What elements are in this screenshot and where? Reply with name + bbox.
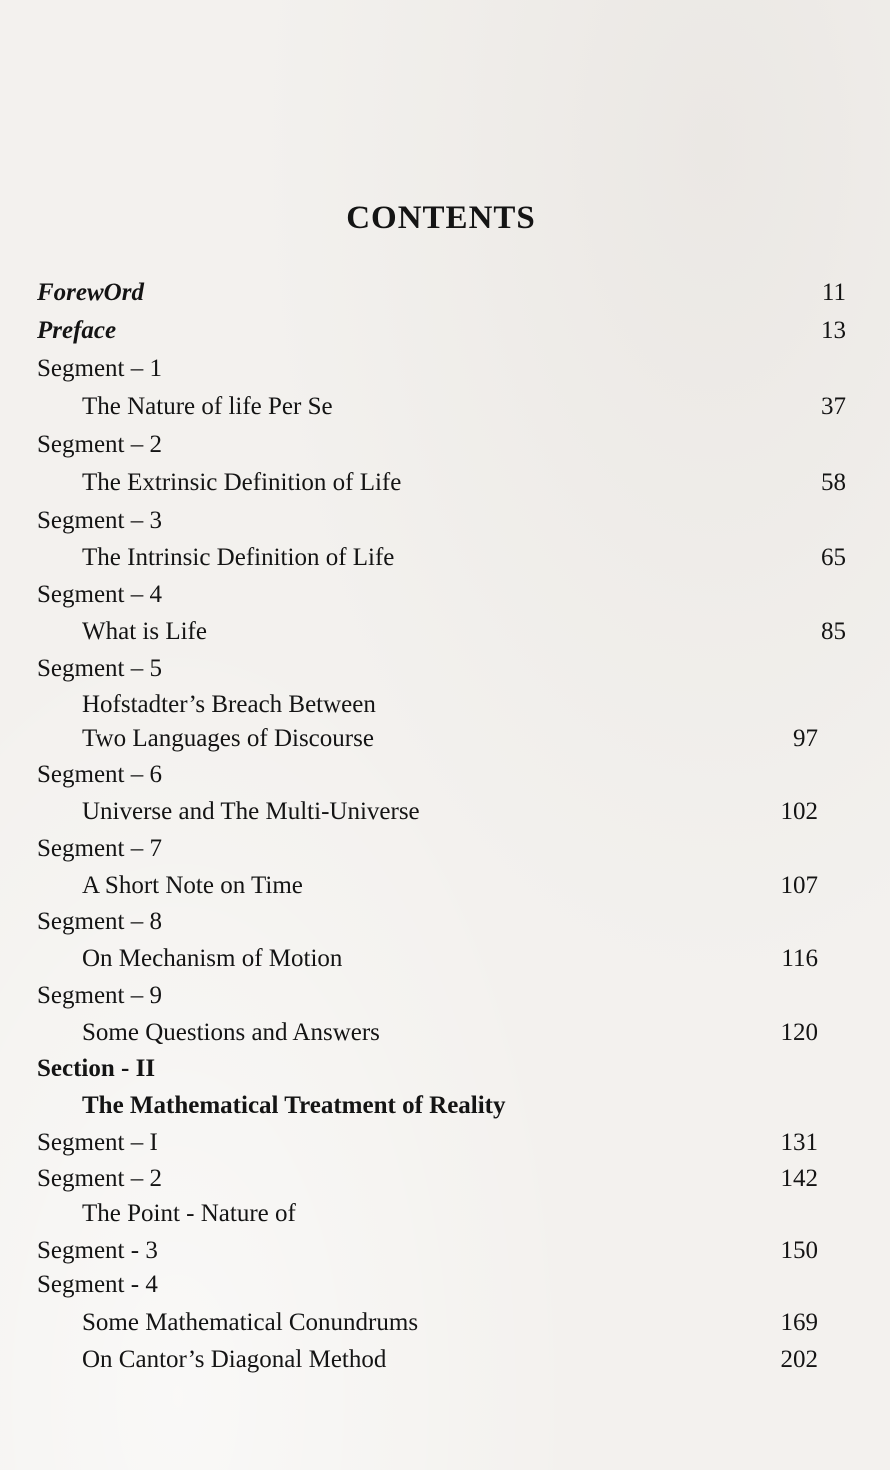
toc-entry-label: Some Mathematical Conundrums [82, 1309, 419, 1336]
page-title: CONTENTS [346, 200, 536, 236]
toc-entry-page: 58 [821, 469, 846, 496]
toc-entry-label: Universe and The Multi-Universe [82, 798, 420, 825]
toc-section-title [0, 1089, 890, 1123]
toc-entry-label: The Point - Nature of [82, 1200, 296, 1227]
toc-entry-label: Segment – 2 [37, 1165, 162, 1192]
toc-entry [0, 615, 890, 649]
toc-entry-preface [0, 314, 890, 348]
toc-entry-label: A Short Note on Time [82, 872, 303, 899]
toc-entry-label: On Cantor’s Diagonal Method [82, 1346, 387, 1373]
toc-entry-page: 97 [793, 725, 818, 752]
toc-entry-label: What is Life [82, 618, 207, 645]
toc-segment-heading [0, 428, 890, 462]
toc-entry-label: On Mechanism of Motion [82, 945, 343, 972]
toc-entry [0, 688, 890, 722]
toc-segment-heading [0, 979, 890, 1013]
toc-segment-heading [0, 1268, 890, 1302]
toc-entry-page: 169 [780, 1309, 818, 1336]
toc-entry-label: The Extrinsic Definition of Life [82, 469, 402, 496]
toc-entry-label: Segment – 4 [37, 581, 162, 608]
toc-segment-heading [0, 758, 890, 792]
toc-entry [0, 1016, 890, 1050]
toc-segment-heading [0, 504, 890, 538]
toc-entry-label: Segment – 1 [37, 355, 162, 382]
toc-entry-label: Segment – 3 [37, 507, 162, 534]
toc-segment-heading [0, 578, 890, 612]
toc-entry-page: 202 [780, 1346, 818, 1373]
toc-entry-label: Segment – 9 [37, 982, 162, 1009]
toc-entry-page: 13 [821, 317, 846, 344]
toc-entry [0, 390, 890, 424]
toc-entry-label: Section - II [37, 1055, 156, 1082]
toc-entry-page: 65 [821, 544, 846, 571]
toc-entry-label: Segment - 3 [37, 1237, 158, 1264]
toc-entry [0, 466, 890, 500]
toc-segment-heading [0, 352, 890, 386]
toc-entry [0, 942, 890, 976]
toc-entry-label: Segment – I [37, 1129, 158, 1156]
toc-entry [0, 1126, 890, 1160]
toc-entry-page: 37 [821, 393, 846, 420]
toc-entry-label: Segment - 4 [37, 1271, 158, 1298]
toc-entry [0, 1343, 890, 1377]
toc-segment-heading [0, 905, 890, 939]
toc-entry [0, 1197, 890, 1231]
toc-entry-label: Hofstadter’s Breach Between [82, 691, 376, 718]
toc-entry-page: 107 [780, 872, 818, 899]
toc-entry-page: 11 [821, 279, 846, 306]
toc-entry-label: Segment – 2 [37, 431, 162, 458]
toc-entry [0, 541, 890, 575]
toc-segment-heading [0, 832, 890, 866]
toc-entry-label: The Intrinsic Definition of Life [82, 544, 395, 571]
toc-entry [0, 869, 890, 903]
toc-segment-heading [0, 652, 890, 686]
toc-entry-label: Segment – 6 [37, 761, 162, 788]
toc-entry-page: 102 [780, 798, 818, 825]
toc-entry-page: 85 [821, 618, 846, 645]
toc-section-heading [0, 1052, 890, 1086]
toc-entry-page: 142 [780, 1165, 818, 1192]
toc-entry-foreword [0, 276, 890, 310]
toc-entry-page: 131 [780, 1129, 818, 1156]
toc-entry-page: 150 [780, 1237, 818, 1264]
toc-entry-label: The Nature of life Per Se [82, 393, 333, 420]
toc-entry-label: Segment – 8 [37, 908, 162, 935]
toc-entry-label: Preface [37, 317, 117, 344]
toc-entry [0, 1306, 890, 1340]
toc-entry-label: ForewOrd [37, 279, 144, 306]
toc-entry-label: Two Languages of Discourse [82, 725, 374, 752]
toc-entry-label: Segment – 5 [37, 655, 162, 682]
toc-entry-label: The Mathematical Treatment of Reality [82, 1092, 506, 1119]
toc-entry-page: 120 [780, 1019, 818, 1046]
toc-entry-label: Segment – 7 [37, 835, 162, 862]
toc-entry [0, 722, 890, 756]
toc-entry [0, 1234, 890, 1268]
toc-entry-label: Some Questions and Answers [82, 1019, 380, 1046]
toc-entry [0, 1162, 890, 1196]
toc-entry [0, 795, 890, 829]
toc-entry-page: 116 [781, 945, 818, 972]
